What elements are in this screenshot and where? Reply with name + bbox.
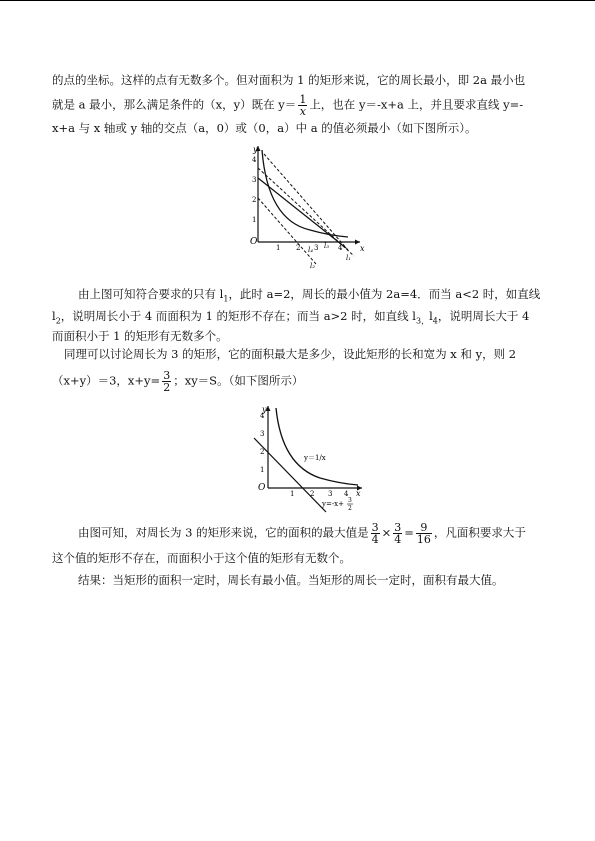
frac-den: x [299,105,306,118]
fig2-line [254,438,326,512]
para4-line1-a: 由图可知，对周长为 3 的矩形来说，它的面积的最大值是 [78,525,369,540]
fig2-curve-label: y＝1/x [304,454,326,462]
times-sign: × [381,525,392,540]
fig1-y-label: y [253,145,258,154]
fig1-tick-y3: 3 [252,176,257,184]
para2-line2-b: ，说明周长小于 4 而面积为 1 的矩形不存在；而当 a>2 时，如直线 l [60,309,416,323]
fig1-x-label: x [360,244,365,253]
frac-num: 3 [163,369,171,382]
fraction-3-over-4-b [393,522,402,545]
frac-num: 9 [416,522,432,534]
para5-line1: 结果：当矩形的面积一定时，周长有最小值。当矩形的周长一定时，面积有最大值。 [78,573,504,587]
frac-den: 2 [163,381,171,394]
para4-line1-b: ，凡面积要求大于 [433,525,526,540]
fig1-tick-x3: 3 [314,244,319,252]
fig1-tick-x2: 2 [296,244,301,252]
fig2-tick-x2: 2 [310,490,315,498]
fig1-tick-y4: 4 [252,156,257,164]
fig2-tick-x4: 4 [344,490,349,498]
para2-sub-1: 1 [223,294,229,304]
fig1-label-l3: l₃ [324,242,330,250]
para3-line2 [52,370,303,393]
fig2-tick-y2: 2 [260,448,265,456]
para2-line3: 而面积小于 1 的矩形有无数多个。 [52,329,228,343]
fig1-hyperbola [262,150,348,237]
para4-line1 [78,522,526,545]
fraction-9-over-16 [416,522,432,545]
fig1-line-l3 [258,168,354,256]
para3-line2-a: （x+y）＝3，x+y= [52,373,161,388]
frac-num: 3 [394,521,402,534]
frac-num: 3 [371,521,379,534]
para2-line1-a: 由上图可知符合要求的只有 l [78,287,224,301]
frac-num: 1 [299,93,307,106]
fig1-origin-label: O [250,237,258,247]
para2-line1 [78,286,540,307]
fraction-3-over-2 [162,370,171,393]
fig1-line-l1 [258,178,346,248]
fig1-line-l2 [258,198,319,264]
fig1-tick-y1: 1 [252,216,257,224]
para3-line1: 同理可以讨论周长为 3 的矩形，它的面积最大是多少，设此矩形的长和宽为 x 和 y，则 2 [64,347,517,361]
para2-line2-c: l [429,309,433,323]
fig2-tick-y4: 4 [260,412,265,420]
para1-line2-b: 上，也在 y＝-x+a 上，并且要求直线 y=- [309,97,524,112]
figure-1 [236,140,366,272]
equals-sign: = [404,525,414,540]
fig2-tick-x1: 1 [290,490,295,498]
fig1-tick-y2: 2 [252,196,257,204]
para3-line2-b: ；xy＝S。（如下图所示） [173,373,304,388]
para2-line2-d: ，说明周长大于 4 [437,309,530,323]
frac-den: 4 [371,533,379,546]
para2-sub-3: 3， [416,316,430,326]
fraction-1-over-x [298,94,307,117]
fig2-origin-label: O [258,483,266,493]
fig1-label-l1: l₁ [346,254,352,262]
fig2-y-label: y [262,405,267,414]
para1-line2-a: 就是 a 最小，那么满足条件的（x，y）既在 y＝ [52,97,297,112]
para2-sub-4: 4 [432,316,438,326]
para2-line2 [52,308,529,329]
fig2-tick-x3: 3 [328,490,333,498]
fig1-tick-x1: 1 [276,244,281,252]
para1-line1: 的点的坐标。这样的点有无数多个。但对面积为 1 的矩形来说，它的周长最小，即 2a 最小也 [52,73,526,87]
frac-den: 16 [416,533,431,546]
frac-den: 4 [394,533,402,546]
para1-line2 [52,94,523,117]
fig2-tick-y3: 3 [260,430,265,438]
fraction-3-over-4-a [371,522,380,545]
fig2-line-label-den: 2 [348,505,352,512]
fig1-tick-x4: 4 [338,244,343,252]
page-top-border [0,0,595,1]
fig2-tick-y1: 1 [260,466,265,474]
para1-line3: x+a 与 x 轴或 y 轴的交点（a，0）或（0，a）中 a 的值必须最小（如下图所示）。 [52,121,477,135]
fig1-label-l4: l₄ [308,246,314,254]
fig2-x-label: x [356,489,361,498]
fig2-line-label: y=-x+ [322,500,344,508]
figure-2 [240,402,370,514]
fig2-line-label-num: 3 [348,497,352,504]
fig1-label-l2: l₂ [310,262,316,270]
para2-sub-2: 2 [55,316,61,326]
para4-line2: 这个值的矩形不存在，而面积小于这个值的矩形有无数个。 [52,551,351,565]
para2-line2-a: l [52,309,56,323]
para2-line1-b: ，此时 a=2，周长的最小值为 2a=4．而当 a<2 时，如直线 [228,287,541,301]
